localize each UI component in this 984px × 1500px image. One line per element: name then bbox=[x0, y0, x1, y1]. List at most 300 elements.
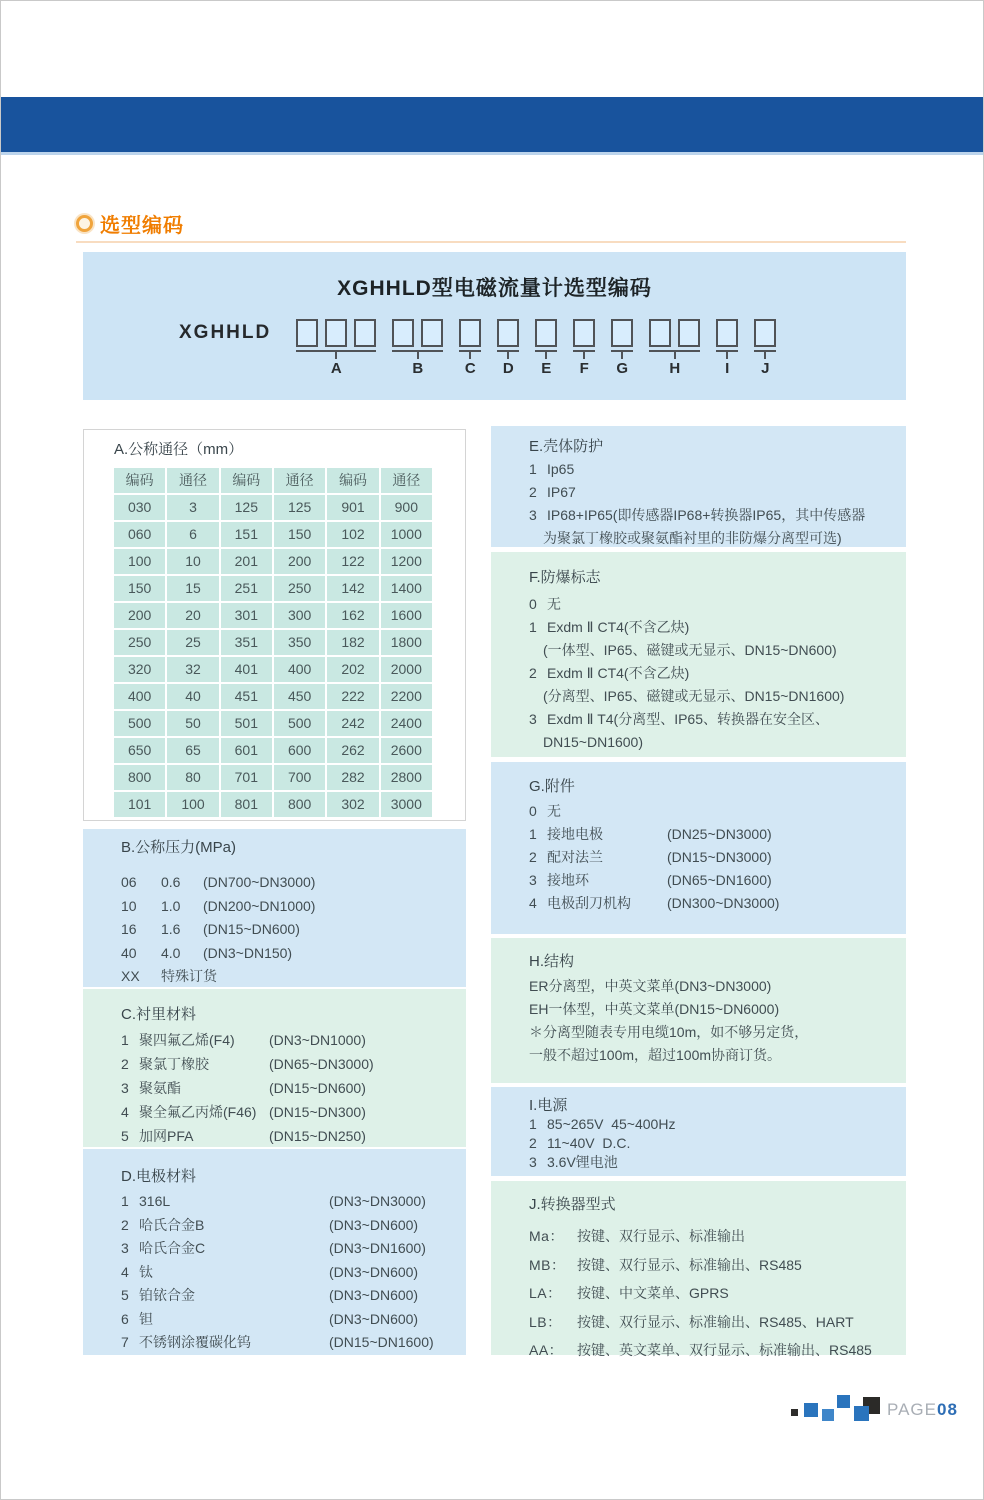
table-cell: 202 bbox=[327, 657, 378, 682]
option-text: 无 bbox=[547, 596, 561, 612]
option-row bbox=[529, 1044, 906, 1067]
option-code: 0 bbox=[529, 596, 537, 612]
option-row bbox=[529, 975, 906, 998]
option-text: 无 bbox=[547, 803, 561, 819]
option-range: (DN3~DN600) bbox=[329, 1310, 419, 1327]
option-text: 接地环 bbox=[547, 872, 589, 888]
group-letter: E bbox=[541, 360, 552, 377]
option-text: 11~40V D.C. bbox=[547, 1135, 631, 1151]
footer-square-icon bbox=[791, 1409, 798, 1416]
table-cell: 125 bbox=[274, 495, 325, 520]
table-cell: 801 bbox=[221, 792, 272, 817]
option-text: 不锈钢涂覆碳化钨 bbox=[139, 1334, 251, 1350]
option-code: 06 bbox=[121, 874, 137, 890]
option-row bbox=[529, 662, 906, 685]
table-cell: 2800 bbox=[381, 765, 432, 790]
option-row bbox=[121, 1214, 466, 1238]
section-i-power-supply bbox=[491, 1087, 906, 1176]
option-row bbox=[529, 593, 906, 616]
code-boxes bbox=[497, 319, 519, 347]
option-code: 2 bbox=[121, 1216, 129, 1233]
code-group-g bbox=[611, 319, 633, 377]
option-text: DN15~DN1600) bbox=[543, 734, 643, 750]
table-cell: 300 bbox=[274, 603, 325, 628]
option-text: 按键、中文菜单、GPRS bbox=[577, 1285, 729, 1301]
code-box bbox=[573, 319, 595, 347]
option-code: 1 bbox=[529, 461, 537, 477]
table-cell: 1600 bbox=[381, 603, 432, 628]
option-code: 4 bbox=[121, 1104, 129, 1120]
section-title: H.结构 bbox=[529, 953, 575, 970]
option-range: (DN15~DN600) bbox=[269, 1080, 366, 1096]
option-list bbox=[529, 975, 906, 1067]
section-e-housing-protection bbox=[491, 426, 906, 547]
table-cell: 182 bbox=[327, 630, 378, 655]
code-box bbox=[649, 319, 671, 347]
table-cell: 450 bbox=[274, 684, 325, 709]
option-text: 一般不超过100m，超过100m协商订货。 bbox=[529, 1047, 782, 1063]
table-cell: 20 bbox=[167, 603, 218, 628]
table-cell: 3000 bbox=[381, 792, 432, 817]
option-range: (DN15~DN600) bbox=[203, 921, 300, 937]
code-group-h bbox=[649, 319, 700, 377]
group-letter: C bbox=[464, 360, 476, 377]
table-cell: 030 bbox=[114, 495, 165, 520]
code-boxes bbox=[392, 319, 443, 347]
option-row bbox=[529, 1279, 906, 1308]
option-row bbox=[529, 1115, 906, 1134]
table-cell: 350 bbox=[274, 630, 325, 655]
table-cell: 251 bbox=[221, 576, 272, 601]
option-text: 加网PFA bbox=[139, 1128, 194, 1144]
section-title: A.公称通径（mm） bbox=[114, 441, 244, 458]
table-header-cell: 通径 bbox=[274, 468, 325, 493]
table-cell: 901 bbox=[327, 495, 378, 520]
table-header-cell: 通径 bbox=[381, 468, 432, 493]
option-text: 接地电极 bbox=[547, 826, 603, 842]
option-text: 3.6V锂电池 bbox=[547, 1154, 618, 1170]
option-text: 聚全氟乙丙烯(F46) bbox=[139, 1104, 257, 1120]
option-row bbox=[529, 800, 906, 823]
option-text: 聚氨酯 bbox=[139, 1080, 181, 1096]
option-text: (一体型、IP65、磁键或无显示、DN15~DN600) bbox=[543, 642, 837, 658]
option-code: 10 bbox=[121, 897, 137, 914]
table-cell: 15 bbox=[167, 576, 218, 601]
option-text: 4.0 bbox=[161, 944, 181, 961]
option-row bbox=[121, 1284, 466, 1308]
option-text: IP68+IP65(即传感器IP68+转换器IP65，其中传感器 bbox=[547, 507, 866, 523]
code-group-e bbox=[535, 319, 557, 377]
option-text: 配对法兰 bbox=[547, 849, 603, 865]
group-tick bbox=[674, 352, 676, 359]
option-row bbox=[529, 1336, 906, 1365]
table-cell: 122 bbox=[327, 549, 378, 574]
table-cell: 2600 bbox=[381, 738, 432, 763]
option-text: 1.6 bbox=[161, 921, 181, 937]
option-range: (DN65~DN1600) bbox=[667, 872, 772, 888]
footer-square-icon bbox=[854, 1406, 869, 1421]
option-text: ER分离型，中英文菜单(DN3~DN3000) bbox=[529, 978, 772, 994]
section-title: E.壳体防护 bbox=[529, 438, 604, 455]
table-header-cell: 编码 bbox=[114, 468, 165, 493]
group-tick bbox=[726, 352, 728, 359]
table-cell: 200 bbox=[274, 549, 325, 574]
option-row bbox=[121, 1124, 466, 1148]
table-cell: 201 bbox=[221, 549, 272, 574]
option-code: 3 bbox=[529, 711, 537, 727]
table-cell: 800 bbox=[114, 765, 165, 790]
section-title: B.公称压力(MPa) bbox=[121, 839, 237, 856]
option-text: EH一体型，中英文菜单(DN15~DN6000) bbox=[529, 1001, 780, 1017]
option-text: 85~265V 45~400Hz bbox=[547, 1116, 676, 1132]
option-range: (DN25~DN3000) bbox=[667, 826, 772, 842]
group-letter: G bbox=[616, 360, 629, 377]
section-header bbox=[76, 205, 906, 243]
option-row bbox=[529, 504, 906, 527]
table-cell: 1000 bbox=[381, 522, 432, 547]
group-tick bbox=[764, 352, 766, 359]
option-list bbox=[121, 1190, 466, 1355]
option-code: AA： bbox=[529, 1342, 564, 1358]
section-b-nominal-pressure bbox=[83, 829, 466, 987]
top-banner bbox=[1, 97, 984, 155]
table-cell: 32 bbox=[167, 657, 218, 682]
group-letter: J bbox=[761, 360, 770, 377]
group-tick bbox=[507, 352, 509, 359]
section-j-converter-type bbox=[491, 1181, 906, 1358]
option-range: (DN200~DN1000) bbox=[203, 897, 316, 914]
option-code: 5 bbox=[121, 1128, 129, 1144]
option-row bbox=[529, 998, 906, 1021]
option-list bbox=[121, 1028, 466, 1148]
option-text: IP67 bbox=[547, 484, 576, 500]
option-row bbox=[529, 616, 906, 639]
option-range: (DN3~DN3000) bbox=[329, 1193, 426, 1209]
option-text: 为聚氯丁橡胶或聚氨酯衬里的非防爆分离型可选) bbox=[543, 530, 842, 546]
option-row bbox=[529, 527, 906, 550]
option-row bbox=[529, 1251, 906, 1280]
option-code: 4 bbox=[529, 895, 537, 911]
option-text: (分离型、IP65、磁键或无显示、DN15~DN1600) bbox=[543, 688, 845, 704]
option-code: 2 bbox=[529, 849, 537, 865]
table-cell: 400 bbox=[114, 684, 165, 709]
option-text: 哈氏合金C bbox=[139, 1240, 206, 1256]
code-boxes bbox=[535, 319, 557, 347]
table-cell: 10 bbox=[167, 549, 218, 574]
code-groups bbox=[296, 319, 776, 377]
footer-square-icon bbox=[822, 1409, 834, 1421]
table-cell: 301 bbox=[221, 603, 272, 628]
option-code: 0 bbox=[529, 803, 537, 819]
table-cell: 2000 bbox=[381, 657, 432, 682]
table-cell: 6 bbox=[167, 522, 218, 547]
section-c-lining-material bbox=[83, 989, 466, 1147]
option-row bbox=[529, 869, 906, 892]
option-row bbox=[529, 892, 906, 915]
code-box bbox=[535, 319, 557, 347]
code-box bbox=[754, 319, 776, 347]
option-code: 1 bbox=[529, 1116, 537, 1132]
table-cell: 351 bbox=[221, 630, 272, 655]
option-code: XX bbox=[121, 968, 140, 984]
option-code: 16 bbox=[121, 921, 137, 937]
table-cell: 600 bbox=[274, 738, 325, 763]
option-text: 按键、双行显示、标准输出、RS485 bbox=[577, 1256, 802, 1273]
option-row bbox=[121, 1261, 466, 1285]
option-row bbox=[529, 1134, 906, 1153]
option-text: Exdm Ⅱ T4(分离型、IP65、转换器在安全区、 bbox=[547, 711, 830, 727]
option-code: 3 bbox=[529, 872, 537, 888]
code-boxes bbox=[754, 319, 776, 347]
group-letter: I bbox=[725, 360, 730, 377]
option-text: Ip65 bbox=[547, 461, 575, 477]
table-cell: 50 bbox=[167, 711, 218, 736]
option-code: LA： bbox=[529, 1285, 562, 1301]
option-range: (DN3~DN1600) bbox=[329, 1240, 426, 1256]
section-title: J.转换器型式 bbox=[529, 1196, 616, 1213]
option-text: 聚四氟乙烯(F4) bbox=[139, 1032, 235, 1048]
option-range: (DN3~DN600) bbox=[329, 1216, 419, 1233]
option-row bbox=[121, 895, 466, 919]
code-group-f bbox=[573, 319, 595, 377]
option-row bbox=[529, 481, 906, 504]
section-f-explosion-proof-mark bbox=[491, 552, 906, 757]
section-title: D.电极材料 bbox=[121, 1168, 197, 1185]
section-title: F.防爆标志 bbox=[529, 569, 601, 586]
option-range: (DN15~DN1600) bbox=[329, 1334, 434, 1350]
group-letter: B bbox=[412, 360, 424, 377]
option-text: 按键、双行显示、标准输出、RS485、HART bbox=[577, 1313, 854, 1330]
table-cell: 100 bbox=[114, 549, 165, 574]
table-cell: 282 bbox=[327, 765, 378, 790]
option-row bbox=[529, 731, 906, 754]
section-title: G.附件 bbox=[529, 778, 575, 795]
option-code: 7 bbox=[121, 1334, 129, 1350]
option-list bbox=[121, 871, 466, 989]
option-code: 3 bbox=[121, 1240, 129, 1256]
section-a-nominal-diameter bbox=[83, 429, 466, 821]
group-tick bbox=[545, 352, 547, 359]
table-cell: 500 bbox=[114, 711, 165, 736]
code-group-a bbox=[296, 319, 376, 377]
option-row bbox=[121, 1190, 466, 1214]
table-header-cell: 编码 bbox=[327, 468, 378, 493]
page-title: 选型编码 bbox=[100, 214, 184, 237]
table-cell: 302 bbox=[327, 792, 378, 817]
table-cell: 150 bbox=[274, 522, 325, 547]
option-text: 聚氯丁橡胶 bbox=[139, 1056, 209, 1072]
option-text: ＊分离型随表专用电缆10m，如不够另定货， bbox=[529, 1024, 809, 1040]
option-list bbox=[529, 593, 906, 754]
section-title: C.衬里材料 bbox=[121, 1006, 197, 1023]
model-prefix: XGHHLD bbox=[179, 322, 272, 343]
option-code: 3 bbox=[529, 1154, 537, 1170]
code-box bbox=[459, 319, 481, 347]
code-box bbox=[716, 319, 738, 347]
table-cell: 250 bbox=[114, 630, 165, 655]
group-letter: D bbox=[502, 360, 514, 377]
option-row bbox=[529, 639, 906, 662]
option-row bbox=[529, 685, 906, 708]
option-code: LB： bbox=[529, 1313, 562, 1330]
option-row bbox=[121, 1100, 466, 1124]
footer-square-icon bbox=[837, 1395, 850, 1408]
table-cell: 900 bbox=[381, 495, 432, 520]
option-row bbox=[529, 846, 906, 869]
option-row bbox=[529, 458, 906, 481]
option-range: (DN3~DN600) bbox=[329, 1287, 419, 1303]
code-boxes bbox=[716, 319, 738, 347]
table-cell: 1400 bbox=[381, 576, 432, 601]
table-cell: 400 bbox=[274, 657, 325, 682]
code-group-b bbox=[392, 319, 443, 377]
section-title: I.电源 bbox=[529, 1097, 568, 1114]
code-group-j bbox=[754, 319, 776, 377]
option-row bbox=[121, 1308, 466, 1332]
option-code: 2 bbox=[529, 665, 537, 681]
section-g-accessories bbox=[491, 762, 906, 934]
table-cell: 2200 bbox=[381, 684, 432, 709]
option-code: 1 bbox=[529, 619, 537, 635]
group-letter: H bbox=[669, 360, 681, 377]
bullet-ring-icon bbox=[76, 215, 93, 232]
table-cell: 222 bbox=[327, 684, 378, 709]
table-cell: 25 bbox=[167, 630, 218, 655]
option-range: (DN15~DN250) bbox=[269, 1128, 366, 1144]
table-cell: 601 bbox=[221, 738, 272, 763]
page-number bbox=[887, 1400, 958, 1420]
option-text: 特殊订货 bbox=[161, 968, 217, 984]
table-cell: 102 bbox=[327, 522, 378, 547]
code-group-d bbox=[497, 319, 519, 377]
section-h-structure bbox=[491, 938, 906, 1083]
code-box bbox=[421, 319, 443, 347]
option-text: Exdm Ⅱ CT4(不含乙炔) bbox=[547, 619, 690, 635]
table-cell: 262 bbox=[327, 738, 378, 763]
option-code: 3 bbox=[121, 1080, 129, 1096]
table-cell: 401 bbox=[221, 657, 272, 682]
group-tick bbox=[417, 352, 419, 359]
group-tick bbox=[335, 352, 337, 359]
option-text: 电极刮刀机构 bbox=[547, 895, 631, 911]
table-cell: 100 bbox=[167, 792, 218, 817]
option-text: 哈氏合金B bbox=[139, 1216, 205, 1233]
table-cell: 700 bbox=[274, 765, 325, 790]
option-code: 3 bbox=[529, 507, 537, 523]
code-box bbox=[392, 319, 414, 347]
table-cell: 80 bbox=[167, 765, 218, 790]
code-box bbox=[296, 319, 318, 347]
table-cell: 501 bbox=[221, 711, 272, 736]
option-code: 40 bbox=[121, 944, 137, 961]
code-box bbox=[611, 319, 633, 347]
table-cell: 1200 bbox=[381, 549, 432, 574]
code-boxes bbox=[459, 319, 481, 347]
option-text: 钽 bbox=[139, 1310, 153, 1327]
option-code: 4 bbox=[121, 1263, 129, 1280]
code-boxes bbox=[649, 319, 700, 347]
group-letter: A bbox=[330, 360, 342, 377]
group-tick bbox=[621, 352, 623, 359]
code-boxes bbox=[611, 319, 633, 347]
option-text: 0.6 bbox=[161, 874, 181, 890]
option-list bbox=[529, 458, 906, 550]
option-code: 1 bbox=[529, 826, 537, 842]
table-cell: 162 bbox=[327, 603, 378, 628]
table-cell: 060 bbox=[114, 522, 165, 547]
option-code: 1 bbox=[121, 1032, 129, 1048]
page-label: PAGE bbox=[887, 1400, 937, 1419]
table-cell: 1800 bbox=[381, 630, 432, 655]
option-row bbox=[121, 918, 466, 942]
option-row bbox=[121, 942, 466, 966]
page-footer bbox=[787, 1391, 957, 1431]
option-code: 5 bbox=[121, 1287, 129, 1303]
option-code: 1 bbox=[121, 1193, 129, 1209]
diagram-title: XGHHLD型电磁流量计选型编码 bbox=[337, 277, 652, 300]
option-row bbox=[529, 823, 906, 846]
option-text: 钛 bbox=[139, 1263, 153, 1280]
table-cell: 151 bbox=[221, 522, 272, 547]
table-cell: 3 bbox=[167, 495, 218, 520]
option-text: Exdm Ⅱ CT4(不含乙炔) bbox=[547, 665, 690, 681]
table-cell: 242 bbox=[327, 711, 378, 736]
option-range: (DN15~DN3000) bbox=[667, 849, 772, 865]
table-cell: 142 bbox=[327, 576, 378, 601]
option-range: (DN3~DN600) bbox=[329, 1263, 419, 1280]
group-tick bbox=[583, 352, 585, 359]
option-list bbox=[529, 1115, 906, 1172]
table-cell: 101 bbox=[114, 792, 165, 817]
table-cell: 2400 bbox=[381, 711, 432, 736]
option-code: 2 bbox=[529, 1135, 537, 1151]
table-cell: 150 bbox=[114, 576, 165, 601]
option-row bbox=[529, 1308, 906, 1337]
model-code-diagram bbox=[83, 252, 906, 400]
table-cell: 500 bbox=[274, 711, 325, 736]
table-cell: 800 bbox=[274, 792, 325, 817]
option-row bbox=[529, 1222, 906, 1251]
option-list bbox=[529, 800, 906, 915]
option-text: 1.0 bbox=[161, 897, 181, 914]
code-box bbox=[678, 319, 700, 347]
diameter-table bbox=[114, 468, 432, 817]
option-code: 2 bbox=[121, 1056, 129, 1072]
option-row bbox=[529, 708, 906, 731]
code-row bbox=[83, 319, 906, 377]
section-d-electrode-material bbox=[83, 1149, 466, 1355]
table-cell: 451 bbox=[221, 684, 272, 709]
page-number-value: 08 bbox=[936, 1400, 958, 1419]
table-cell: 701 bbox=[221, 765, 272, 790]
code-boxes bbox=[296, 319, 376, 347]
option-range: (DN3~DN150) bbox=[203, 944, 293, 961]
group-tick bbox=[469, 352, 471, 359]
table-cell: 650 bbox=[114, 738, 165, 763]
code-box bbox=[497, 319, 519, 347]
option-code: Ma： bbox=[529, 1228, 564, 1244]
option-range: (DN65~DN3000) bbox=[269, 1056, 374, 1072]
table-cell: 200 bbox=[114, 603, 165, 628]
option-row bbox=[121, 965, 466, 989]
option-row bbox=[121, 1052, 466, 1076]
table-cell: 125 bbox=[221, 495, 272, 520]
option-text: 316L bbox=[139, 1193, 171, 1209]
option-range: (DN300~DN3000) bbox=[667, 895, 780, 911]
option-row bbox=[121, 1028, 466, 1052]
option-text: 铂铱合金 bbox=[139, 1287, 195, 1303]
code-box bbox=[354, 319, 376, 347]
